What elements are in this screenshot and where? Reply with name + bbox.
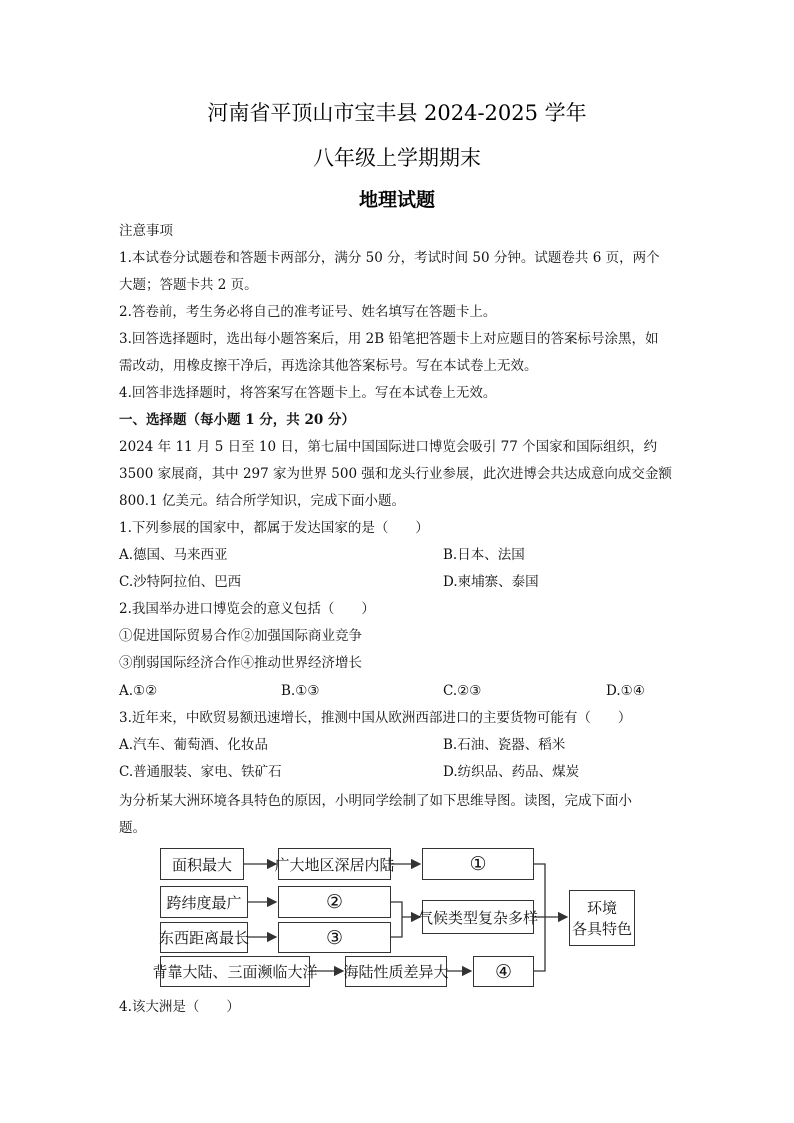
box-sea-land-difference-label: 海陆性质差异大 — [343, 963, 449, 981]
question-2-option-d[interactable]: D.①④ — [606, 683, 645, 699]
question-3-stem: 3.近年来，中欧贸易额迅速增长，推测中国从欧洲西部进口的主要货物可能有（ ） — [119, 710, 632, 726]
section-1-intro-line-3: 800.1 亿美元。结合所学知识，完成下面小题。 — [119, 493, 405, 509]
question-3-option-a[interactable]: A.汽车、葡萄酒、化妆品 — [119, 737, 269, 753]
blank-box-2-label: ② — [325, 891, 344, 913]
notice-item-3-line-1: 3.回答选择题时，选出每小题答案后，用 2B 铅笔把答题卡上对应题目的答案标号涂黑，如 — [119, 331, 659, 347]
box-result-line-2: 各具特色 — [571, 920, 632, 938]
exam-title-subject: 地理试题 — [358, 189, 435, 211]
blank-box-3-label: ③ — [325, 926, 344, 949]
box-east-west-distance-label: 东西距离最长 — [159, 929, 250, 947]
question-1-option-b[interactable]: B.日本、法国 — [443, 547, 525, 563]
question-2-statements-2: ③削弱国际经济合作④推动世界经济增长 — [119, 655, 362, 671]
notice-item-4: 4.回答非选择题时，将答案写在答题卡上。写在本试卷上无效。 — [119, 385, 497, 401]
notice-item-1-line-2: 大题；答题卡共 2 页。 — [119, 277, 258, 293]
box-climate-types-label: 气候类型复杂多样 — [418, 908, 539, 927]
blank-box-3 — [278, 922, 391, 953]
question-1-option-c[interactable]: C.沙特阿拉伯、巴西 — [119, 574, 242, 590]
box-environment-result — [569, 890, 635, 946]
box-result-line-1: 环境 — [586, 899, 617, 917]
blank-box-1 — [422, 848, 534, 880]
notice-item-1-line-1: 1.本试卷分试题卷和答题卡两部分，满分 50 分，考试时间 50 分钟。试题卷共 6 页，两个 — [119, 250, 660, 266]
section-1-intro-line-1: 2024 年 11 月 5 日至 10 日，第七届中国国际进口博览会吸引 77 个国家和国际组织，约 — [119, 439, 658, 455]
question-2-option-a[interactable]: A.①② — [119, 683, 158, 699]
section-1-heading: 一、选择题（每小题 1 分，共 20 分） — [119, 412, 355, 428]
question-2-statements-1: ①促进国际贸易合作②加强国际商业竞争 — [119, 628, 362, 644]
question-1-stem: 1.下列参展的国家中，都属于发达国家的是（ ） — [119, 520, 429, 536]
box-area-largest — [160, 848, 244, 880]
section-1-intro-line-2: 3500 家展商，其中 297 家为世界 500 强和龙头行业参展，此次进博会共达成意向成交金额 — [119, 466, 672, 482]
question-3-option-b[interactable]: B.石油、瓷器、稻米 — [443, 737, 566, 753]
question-4-stem: 4.该大洲是（ ） — [119, 999, 240, 1015]
notice-heading: 注意事项 — [119, 223, 173, 239]
question-2-stem: 2.我国举办进口博览会的意义包括（ ） — [119, 601, 375, 617]
box-back-land-seas — [152, 956, 318, 987]
box-sea-land-difference — [345, 956, 447, 987]
blank-box-4 — [473, 956, 534, 987]
exam-title-grade: 八年级上学期期末 — [313, 146, 481, 170]
box-back-land-seas-label: 背靠大陆、三面濒临大洋 — [152, 963, 318, 981]
blank-box-4-label: ④ — [494, 960, 513, 983]
notice-item-2: 2.答卷前，考生务必将自己的准考证号、姓名填写在答题卡上。 — [119, 304, 497, 320]
box-deep-inland-label: 广大地区深居内陆 — [274, 855, 395, 874]
box-latitude-span-label: 跨纬度最广 — [166, 893, 242, 912]
box-climate-types — [418, 900, 539, 934]
box-deep-inland — [274, 848, 395, 880]
mindmap-intro-line-2: 题。 — [119, 820, 146, 836]
question-2-option-b[interactable]: B.①③ — [281, 683, 320, 699]
question-3-option-d[interactable]: D.纺织品、药品、煤炭 — [443, 764, 580, 780]
blank-box-2 — [278, 886, 391, 918]
question-3-option-c[interactable]: C.普通服装、家电、铁矿石 — [119, 764, 282, 780]
mindmap-intro-line-1: 为分析某大洲环境各具特色的原因，小明同学绘制了如下思维导图。读图，完成下面小 — [119, 793, 632, 809]
notice-item-3-line-2: 需改动，用橡皮擦干净后，再选涂其他答案标号。写在本试卷上无效。 — [119, 358, 538, 374]
box-east-west-distance — [160, 922, 248, 953]
question-1-option-d[interactable]: D.柬埔寨、泰国 — [443, 574, 539, 590]
box-area-largest-label: 面积最大 — [171, 855, 232, 874]
question-1-option-a[interactable]: A.德国、马来西亚 — [119, 547, 228, 563]
box-latitude-span — [160, 886, 248, 918]
question-2-option-c[interactable]: C.②③ — [443, 683, 482, 699]
blank-box-1-label: ① — [469, 853, 487, 875]
exam-title-region: 河南省平顶山市宝丰县 2024-2025 学年 — [207, 101, 587, 125]
